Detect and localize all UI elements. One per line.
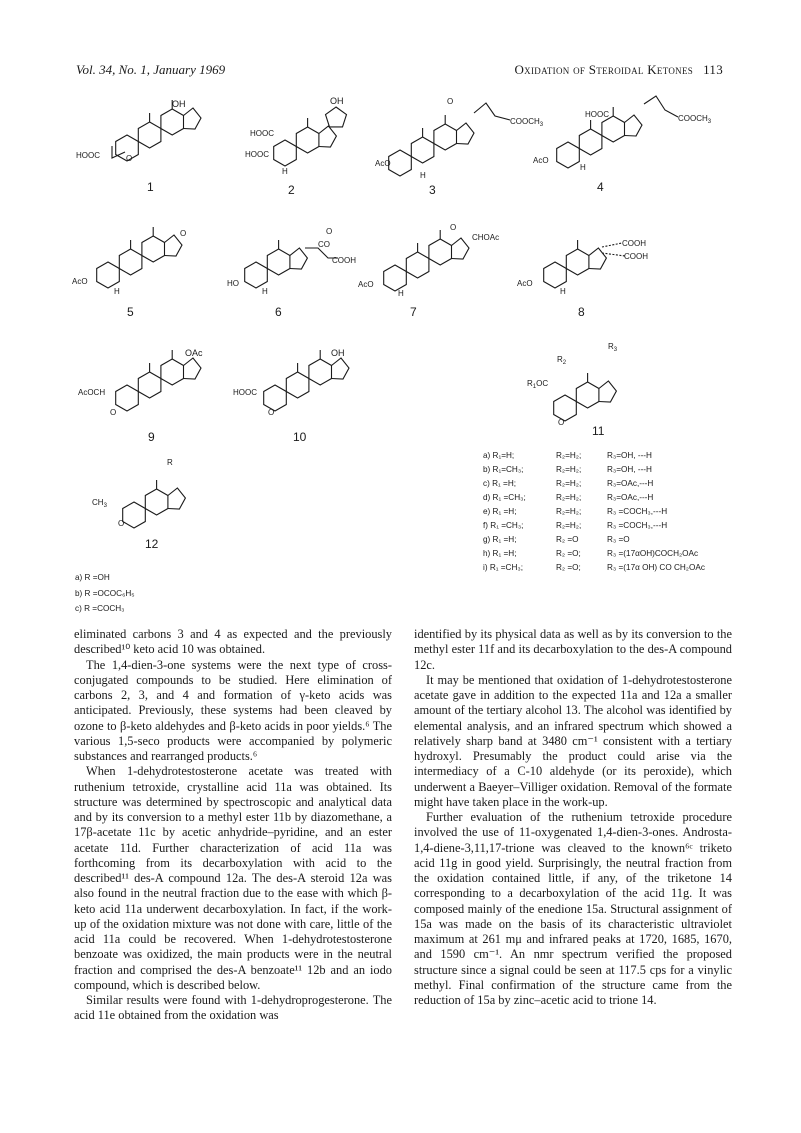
compound-7-number: 7 — [410, 305, 417, 319]
compound-8-cooh-lower: COOH — [624, 252, 648, 261]
t11-row-a-r2: R₂=H₂; — [556, 451, 582, 460]
t11-row-c-r1: c) R₁ =H; — [483, 479, 517, 488]
compound-2-h-label: H — [282, 167, 288, 176]
compound-3-o-label: O — [447, 97, 454, 106]
t11-row-f-r3: R₃ =COCH₃,---H — [607, 521, 668, 530]
compound-7 — [358, 223, 499, 319]
compound-10-o-label: O — [268, 408, 275, 417]
t11-row-g-r3: R₃ =O — [607, 535, 630, 544]
paragraph: Similar results were found with 1-dehydroprogesterone. The acid 11e obtained from the oxidation was — [74, 993, 392, 1023]
t11-row-d-r1: d) R₁ =CH₃; — [483, 493, 526, 502]
compound-4-number: 4 — [597, 180, 604, 194]
t11-row-g-r2: R₂ =O — [556, 535, 579, 544]
compound-6-ho-label: HO — [227, 279, 239, 288]
compound-1-hooc-label: HOOC — [76, 151, 100, 160]
journal-reference: Vol. 34, No. 1, January 1969 — [76, 62, 226, 77]
compound-9-oac-label: OAc — [185, 348, 203, 358]
compound-5-o-label: O — [180, 229, 187, 238]
compound-8-cooh-upper: COOH — [622, 239, 646, 248]
t11-row-f-r1: f) R₁ =CH₃; — [483, 521, 524, 530]
text-column-right — [414, 627, 732, 1008]
compound-9-acoch-label: AcOCH — [78, 388, 106, 397]
t11-row-d-r3: R₃=OAc,---H — [607, 493, 654, 502]
compound-11-table — [483, 451, 705, 572]
running-title: Oxidation of Steroidal Ketones — [514, 62, 694, 77]
compound-12-ch3-label: $CH_3$ — [92, 498, 107, 509]
compound-12-list — [75, 573, 135, 613]
paragraph: The 1,4-dien-3-one systems were the next type of cross-conjugated compounds to be studied. Here elimination of carbons 2, 3, and 4 and formation of γ-keto acids was anticipated. Previously, these systems had been cleaved by ozone to β-keto aldehydes and β-keto acids in poor yields.⁶ The various 1,5-seco products were accompanied by polymeric substances and rearranged products.⁶ — [74, 657, 392, 763]
compound-10-number: 10 — [293, 430, 307, 444]
compound-9-o-label: O — [110, 408, 117, 417]
t11-row-a-r1: a) R₁=H; — [483, 451, 515, 460]
t11-row-b-r2: R₂=H₂; — [556, 465, 582, 474]
compound-12-number: 12 — [145, 537, 159, 551]
paragraph: identified by its physical data as well as by its conversion to the methyl ester 11f and its decarboxylation to the des-A compound 12c. — [414, 627, 732, 672]
compound-3 — [375, 97, 544, 197]
text-column-left — [74, 627, 392, 1024]
compound-11-number: 11 — [592, 424, 605, 438]
compound-12-r-label: R — [167, 458, 173, 467]
compound-11 — [527, 342, 618, 438]
compound-4-hooc-label: HOOC — [585, 110, 609, 119]
t11-row-e-r3: R₃ =COCH₃,---H — [607, 507, 668, 516]
compound-7-o-label: O — [450, 223, 457, 232]
t11-row-e-r1: e) R₁ =H; — [483, 507, 517, 516]
t11-row-h-r1: h) R₁ =H; — [483, 549, 517, 558]
compound-10-hooc-label: HOOC — [233, 388, 257, 397]
compound-1 — [76, 99, 201, 194]
compound-6 — [227, 227, 356, 319]
list12-b: b) R =OCOC₆H₅ — [75, 589, 135, 598]
compound-4-cooch3: $COOCH_3$ — [678, 114, 712, 125]
compound-10-oh-label: OH — [331, 348, 345, 358]
compound-4-h-label: H — [580, 163, 586, 172]
compound-9-number: 9 — [148, 430, 155, 444]
t11-row-b-r1: b) R₁=CH₃; — [483, 465, 524, 474]
t11-row-i-r3: R₃ =(17α OH) CO CH₂OAc — [607, 563, 705, 572]
compound-12 — [92, 458, 185, 551]
compound-11-o-label: O — [558, 418, 565, 427]
compound-3-cooch3: $COOCH_3$ — [510, 117, 544, 128]
compound-7-aco-label: AcO — [358, 280, 374, 289]
compound-7-h-label: H — [398, 289, 404, 298]
t11-row-h-r2: R₂ =O; — [556, 549, 581, 558]
compound-1-o-label: O — [126, 154, 133, 163]
compound-5-aco-label: AcO — [72, 277, 88, 286]
compound-3-aco-label: AcO — [375, 159, 391, 168]
list12-c: c) R =COCH₃ — [75, 604, 125, 613]
t11-row-i-r1: i) R₁ =CH₃; — [483, 563, 523, 572]
list12-a: a) R =OH — [75, 573, 110, 582]
compound-11-r3-label: $R_3$ — [608, 342, 618, 353]
t11-row-c-r2: R₂=H₂; — [556, 479, 582, 488]
compound-6-co-label: CO — [318, 240, 330, 249]
paragraph: Further evaluation of the ruthenium tetroxide procedure involved the use of 11-oxygenated 1,4-dien-3-ones. Androsta-1,4-diene-3,11,17-trione was cleaved to the known⁶ᶜ triketo acid 11g in good yield. Surprisingly, the neutral fraction from the oxidation contained little, if any, of the triketone 14 corresponding to a decarboxylation of the acid 11g. It was composed mainly of the enedione 15a. Structural assignment of 15a was made on the basis of its characteristic ultraviolet maximum at 261 mμ and infrared peaks at 1720, 1685, 1670, and 1590 cm⁻¹. An nmr spectrum verified the proposed structure since a signal could be seen at 117.5 cps for a vinylic methyl. Final confirmation of the structure came from the reduction of 15a by zinc–acetic acid to trione 14. — [414, 810, 732, 1007]
compound-5 — [72, 227, 186, 319]
t11-row-d-r2: R₂=H₂; — [556, 493, 582, 502]
compound-4-aco-label: AcO — [533, 156, 549, 165]
compound-2-oh-label: OH — [330, 96, 344, 106]
compound-1-oh-label: OH — [172, 99, 186, 109]
t11-row-f-r2: R₂=H₂; — [556, 521, 582, 530]
compound-11-r2-label: $R_2$ — [557, 355, 567, 366]
compound-4 — [533, 96, 712, 194]
paragraph: When 1-dehydrotestosterone acetate was treated with ruthenium tetroxide, crystalline acid 11a was obtained. Its structure was determined by spectroscopic and analytical data and by its conversion to a methyl ester 11b by diazomethane, a 17β-acetate 11c by acetic anhydride–pyridine, and an ester acetate 11d. Further characterization of acid 11a was forthcoming from its decarboxylation with acid to the described¹¹ des-A compound 12a. The des-A steroid 12a was also found in the neutral fraction due to the ease with which β-keto acid 11a underwent decarboxylation. In fact, if the work-up of the oxidation mixture was not done with care, little of the acid 11a could be recovered. When 1-dehydrotestosterone benzoate was oxidized, the main products were in the neutral fraction and comprised the des-A benzoate¹¹ 12b and an iodo compound, which is described below. — [74, 764, 392, 992]
compound-8-number: 8 — [578, 305, 585, 319]
paragraph: It may be mentioned that oxidation of 1-dehydrotestosterone acetate gave in addition to the expected 11a and 12a a smaller amount of the tertiary alcohol 13. The alcohol was identified by elemental analysis, and an infrared spectrum which showed a relatively sharp band at 3480 cm⁻¹ consistent with a tertiary hydroxyl. Presumably the product could arise via the intermediacy of a C-10 aldehyde (or its peroxide), which underwent a Baeyer–Villiger oxidation. Removal of the formate might have taken place in the work-up. — [414, 672, 732, 809]
compound-8-h-label: H — [560, 287, 566, 296]
compound-12-o-label: O — [118, 519, 125, 528]
compound-10 — [233, 348, 349, 444]
compound-3-number: 3 — [429, 183, 436, 197]
t11-row-c-r3: R₃=OAc,---H — [607, 479, 654, 488]
t11-row-i-r2: R₂ =O; — [556, 563, 581, 572]
compound-5-h-label: H — [114, 287, 120, 296]
paragraph: eliminated carbons 3 and 4 as expected and the previously described¹⁰ keto acid 10 was obtained. — [74, 627, 392, 657]
compound-1-number: 1 — [147, 180, 154, 194]
compound-6-cooh-label: COOH — [332, 256, 356, 265]
t11-row-e-r2: R₂=H₂; — [556, 507, 582, 516]
compound-6-o-label: O — [326, 227, 333, 236]
compound-2-number: 2 — [288, 183, 295, 197]
compound-2-hooc-lower: HOOC — [245, 150, 269, 159]
compound-6-number: 6 — [275, 305, 282, 319]
compound-8-aco-label: AcO — [517, 279, 533, 288]
page-number: 113 — [703, 62, 723, 77]
t11-row-h-r3: R₃ =(17αOH)COCH₂OAc — [607, 549, 699, 558]
t11-row-g-r1: g) R₁ =H; — [483, 535, 517, 544]
t11-row-b-r3: R₃=OH, ---H — [607, 465, 652, 474]
compound-5-number: 5 — [127, 305, 134, 319]
compound-7-choac-label: CHOAc — [472, 233, 500, 242]
compound-6-h-label: H — [262, 287, 268, 296]
compound-9 — [78, 348, 203, 444]
compound-8 — [517, 239, 648, 319]
compound-3-h-label: H — [420, 171, 426, 180]
compound-11-r1-label: $R_1OC$ — [527, 379, 549, 390]
t11-row-a-r3: R₃=OH, ---H — [607, 451, 652, 460]
compound-2 — [245, 96, 347, 197]
compound-2-hooc-upper: HOOC — [250, 129, 274, 138]
